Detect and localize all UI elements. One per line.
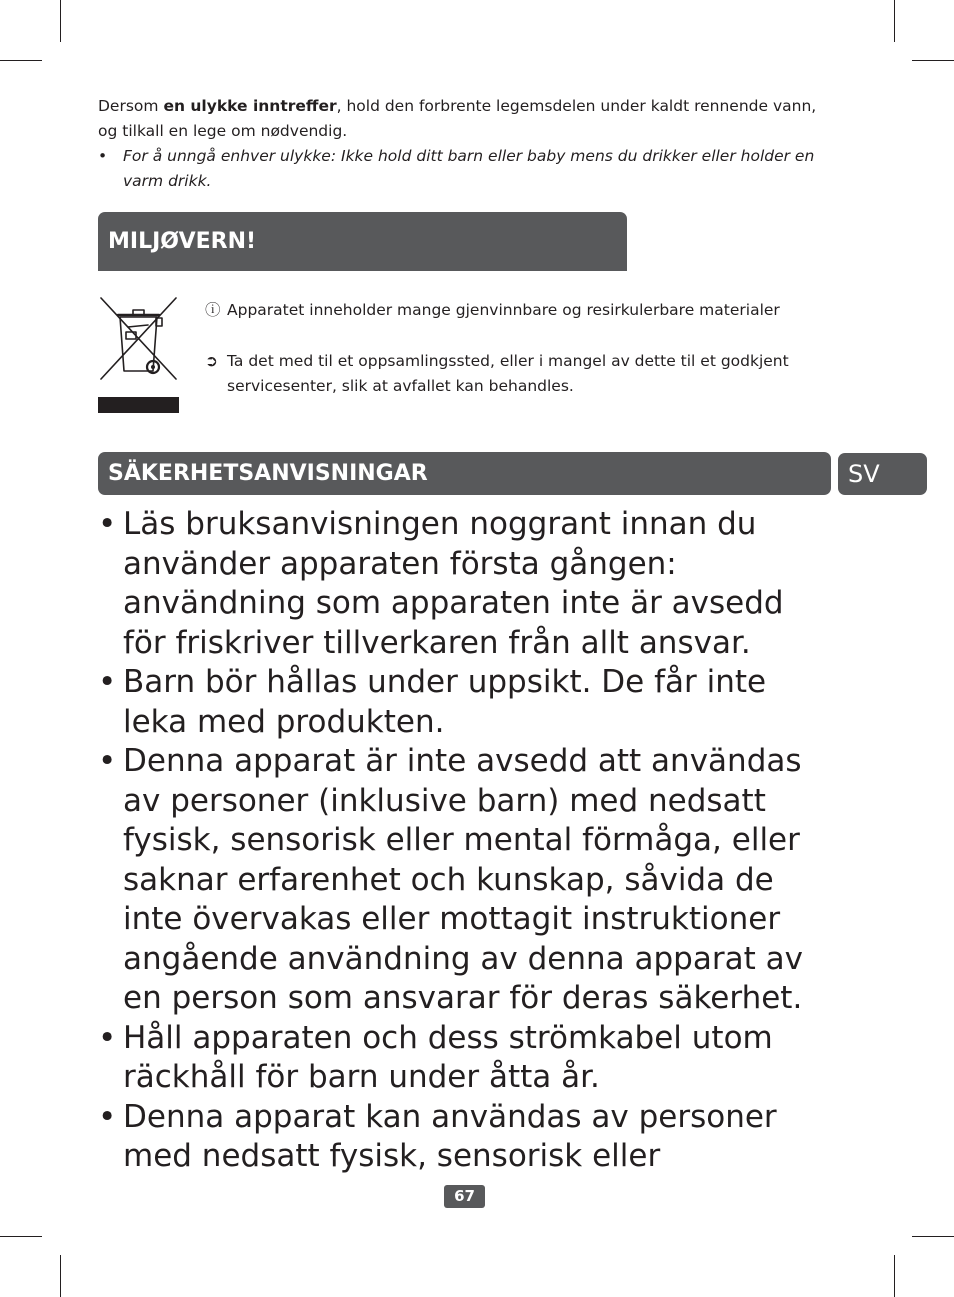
crop-mark — [894, 1255, 895, 1297]
environment-heading: MILJØVERN! — [98, 212, 627, 271]
intro-paragraph: Dersom en ulykke inntreffer, hold den forbrente legemsdelen under kaldt rennende vann, og tilkall en lege om nødvendig. — [98, 97, 817, 140]
crop-mark — [912, 1236, 954, 1237]
crop-mark — [912, 60, 954, 61]
list-item: • Denna apparat är inte avsedd att användas av personer (inklusive barn) med nedsatt fysisk, sensorisk eller mental förmåga, eller saknar erfarenhet och kunskap, såvida de inte övervakas eller mottagit instruktioner angående användning av denna apparat av en person som ansvarar för deras säkerhet. — [98, 743, 803, 1016]
language-tab: SV — [838, 453, 927, 495]
list-item: • Barn bör hållas under uppsikt. De får inte leka med produkten. — [98, 664, 767, 740]
intro-section — [98, 94, 828, 194]
list-item: • Håll apparaten och dess strömkabel utom räckhåll för barn under åtta år. — [98, 1019, 773, 1095]
environment-item: ⓘ Apparatet inneholder mange gjenvinnbare og resirkulerbare materialer — [205, 298, 835, 323]
bullet-dot: • — [98, 506, 117, 542]
bullet-dot: • — [98, 1098, 117, 1135]
intro-bold-phrase: en ulykke inntreffer — [163, 97, 337, 115]
bullet-dot: • — [98, 147, 108, 165]
crossed-bin-icon — [98, 295, 179, 413]
crop-mark — [0, 1236, 42, 1237]
intro-bullet: • For å unngå enhver ulykke: Ikke hold ditt barn eller baby mens du drikker eller holder en varm drikk. — [98, 144, 828, 194]
crop-mark — [60, 1255, 61, 1297]
bullet-dot: • — [98, 1019, 117, 1056]
crop-mark — [0, 60, 42, 61]
crop-mark — [60, 0, 61, 42]
environment-item: ➲ Ta det med til et oppsamlingssted, eller i mangel av dette til et godkjent servicesenter, slik at avfallet kan behandles. — [205, 349, 835, 399]
crop-mark — [894, 0, 895, 42]
info-icon: ⓘ — [205, 301, 221, 319]
bullet-dot: • — [98, 664, 117, 700]
safety-heading: SÄKERHETSANVISNINGAR — [98, 452, 831, 495]
list-item: • Denna apparat kan användas av personer med nedsatt fysisk, sensorisk eller — [98, 1098, 777, 1174]
page-number: 67 — [444, 1185, 485, 1208]
list-item: • Läs bruksanvisningen noggrant innan du använder apparaten första gången: användning som apparaten inte är avsedd för friskriver tillverkaren från allt ansvar. — [98, 506, 784, 661]
safety-list — [98, 505, 828, 1177]
bullet-dot: • — [98, 743, 117, 779]
arrow-right-icon: ➲ — [205, 352, 218, 370]
